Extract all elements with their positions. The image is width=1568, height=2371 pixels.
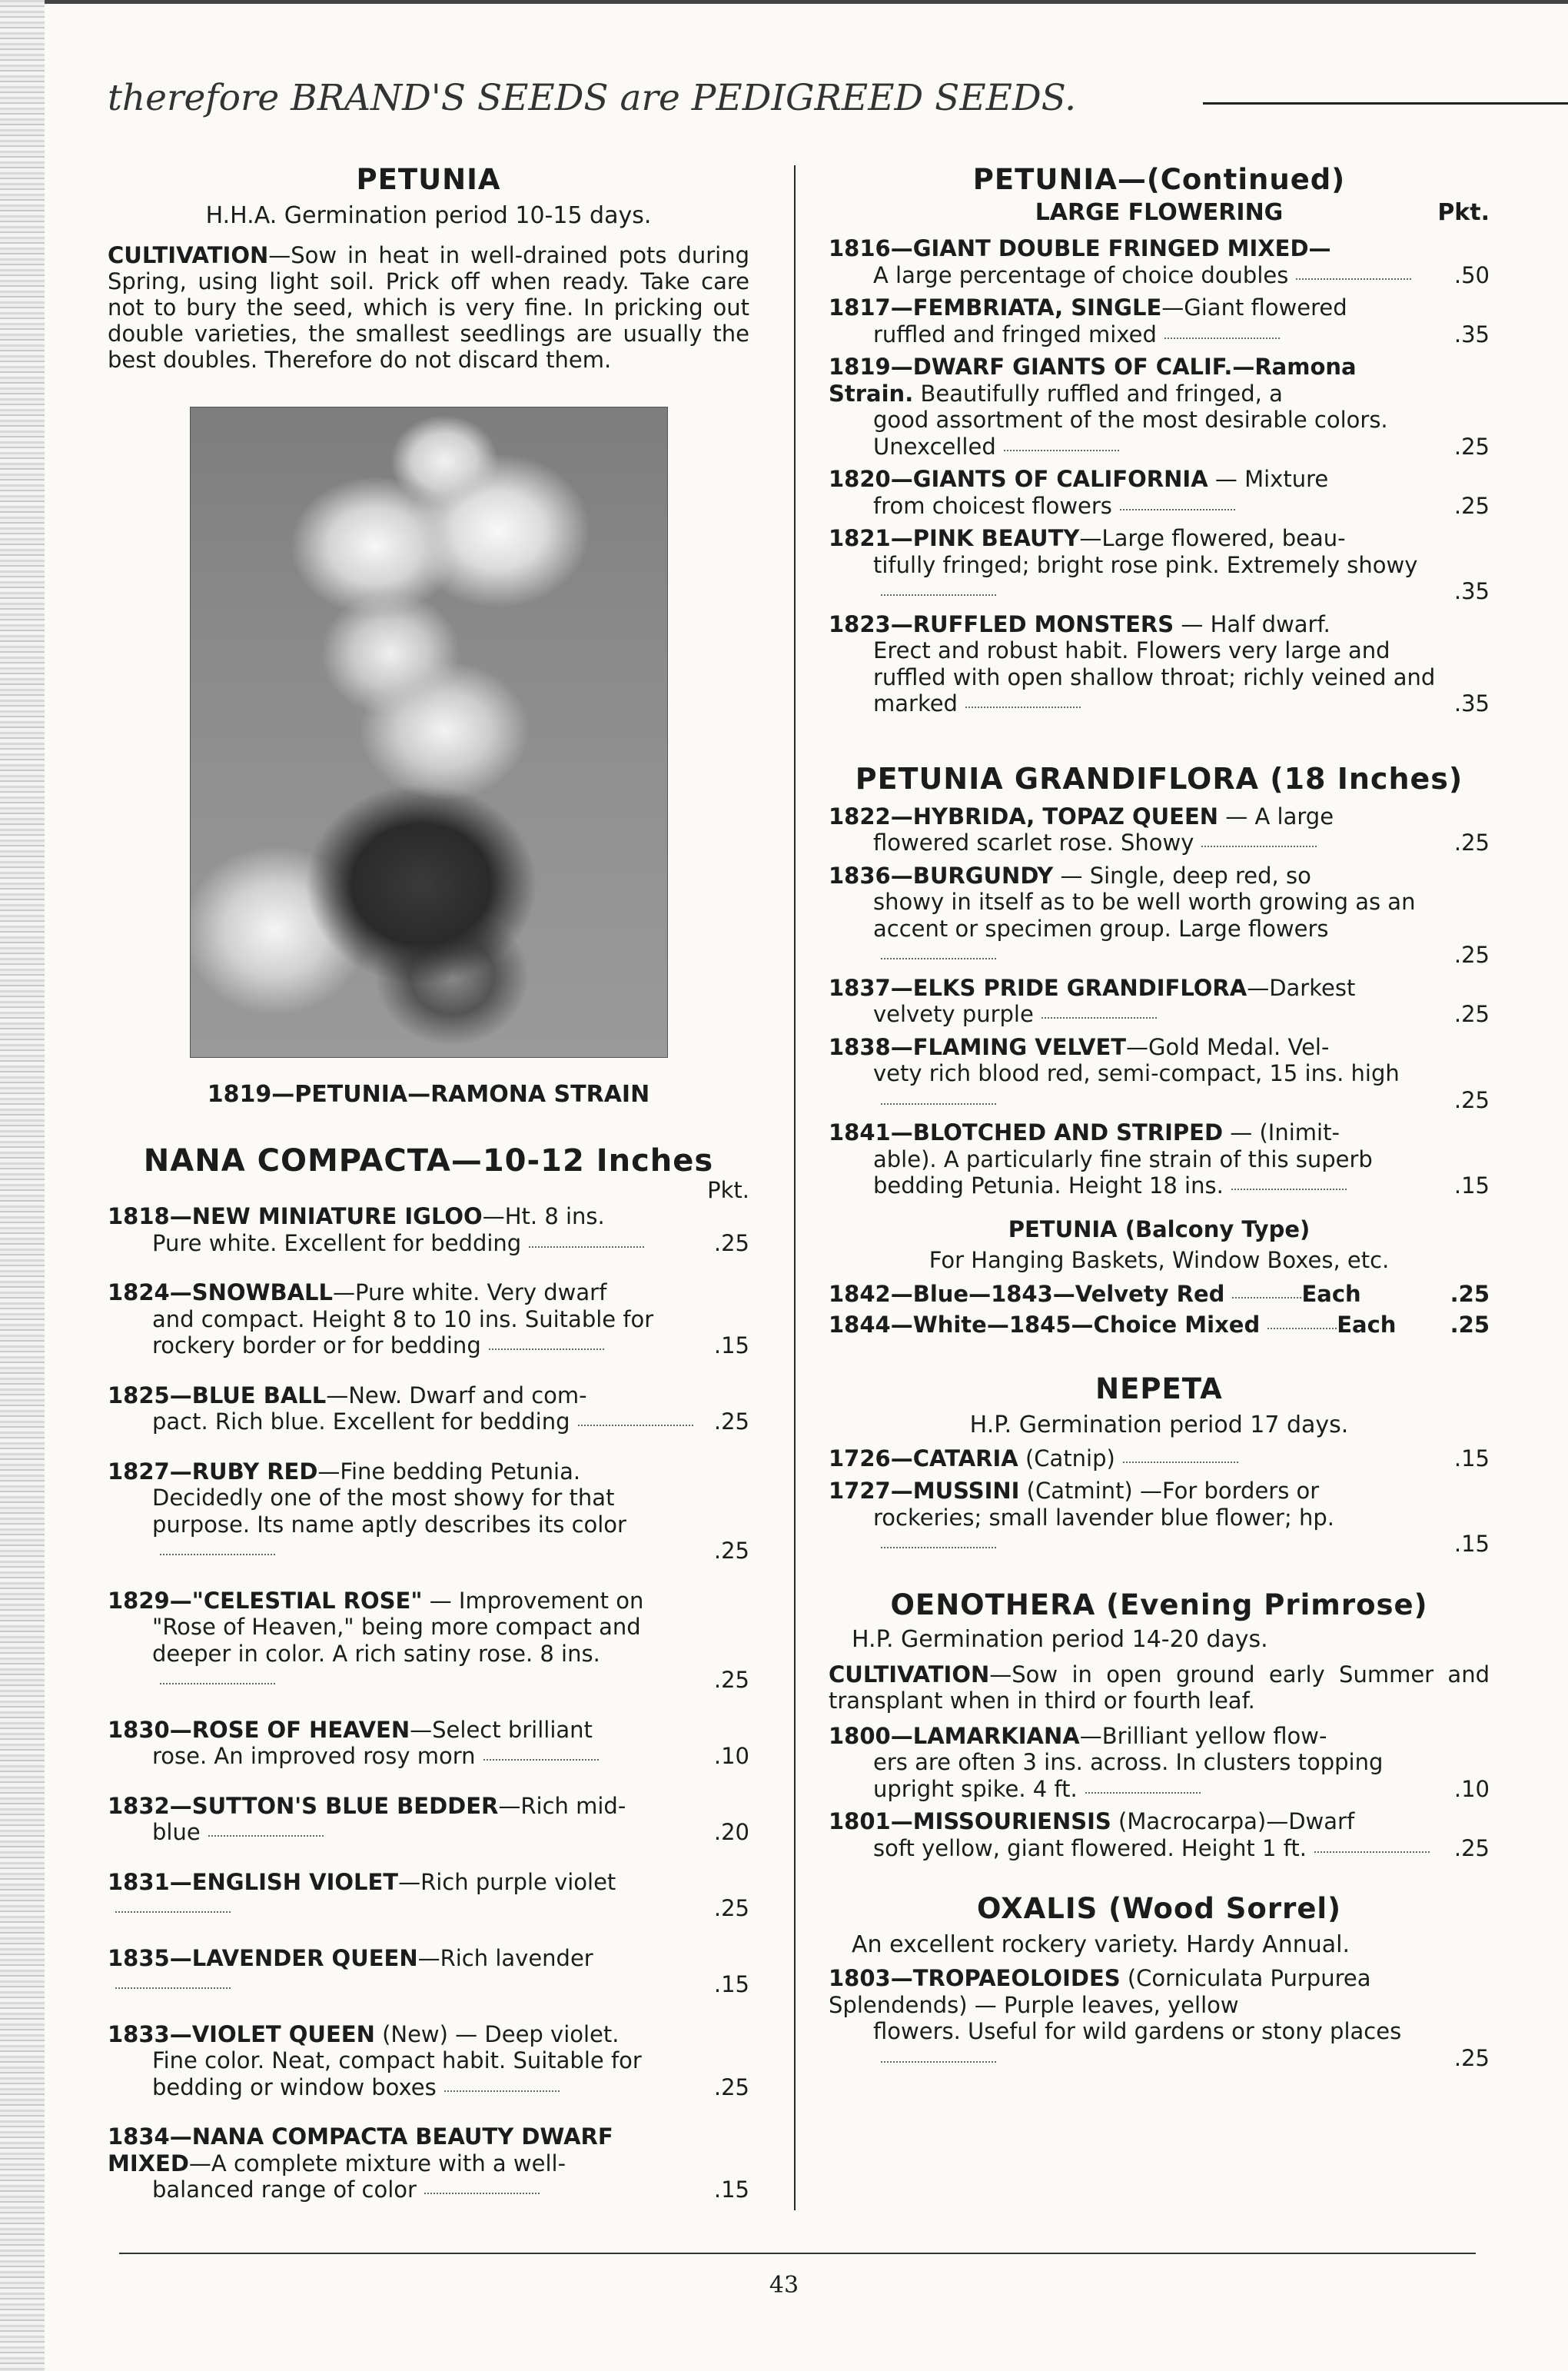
catalog-entry bbox=[108, 2123, 749, 2203]
oenothera-cultivation-text: —Sow in open ground early Summer and transplant when in third or fourth leaf. bbox=[829, 1661, 1490, 1714]
entry-description-cont bbox=[829, 2018, 1436, 2071]
catalog-entry bbox=[108, 1588, 749, 1694]
entry-description: —New. Dwarf and com- bbox=[326, 1382, 587, 1408]
catalog-entry bbox=[829, 1723, 1490, 1803]
entry-detail: balanced range of color bbox=[152, 2176, 417, 2203]
entry-price: .10 bbox=[713, 1743, 749, 1769]
entry-description: —Fine bedding Petunia. bbox=[317, 1458, 581, 1485]
entry-detail: "Rose of Heaven," being more compact and deeper in color. A rich satiny rose. 8 ins. bbox=[152, 1614, 641, 1667]
entry-price: .25 bbox=[1453, 1834, 1490, 1861]
pkt-label: Pkt. bbox=[707, 1177, 749, 1203]
entry-price: .25 bbox=[1453, 433, 1490, 460]
balcony-entry-text: 1844—White—1845—Choice Mixed bbox=[829, 1312, 1261, 1338]
entry-description: — Half dwarf. bbox=[1174, 610, 1330, 637]
catalog-entry bbox=[829, 466, 1490, 519]
entry-price: .25 bbox=[1450, 1312, 1490, 1338]
nepeta-list bbox=[829, 1445, 1490, 1558]
entry-description-cont bbox=[829, 407, 1436, 460]
entry-description-cont bbox=[108, 1408, 696, 1435]
dot-leader bbox=[444, 2090, 560, 2092]
photo-frame bbox=[108, 407, 749, 1058]
entry-number-name: 1820—GIANTS OF CALIFORNIA bbox=[829, 466, 1208, 492]
left-column bbox=[108, 163, 749, 2203]
large-flowering-label: LARGE FLOWERING bbox=[1035, 199, 1284, 226]
section-title-oenothera: OENOTHERA (Evening Primrose) bbox=[890, 1588, 1428, 1621]
dot-leader bbox=[881, 594, 996, 596]
entry-description-cont bbox=[829, 1835, 1436, 1862]
entry-detail: A large percentage of choice doubles bbox=[873, 261, 1289, 288]
entry-description-cont bbox=[108, 2047, 696, 2100]
dot-leader bbox=[115, 1987, 231, 1989]
page-header bbox=[108, 77, 1491, 131]
entry-price: .25 bbox=[713, 1229, 749, 1256]
entry-detail: rose. An improved rosy morn bbox=[152, 1743, 476, 1769]
entry-description-cont bbox=[829, 1749, 1436, 1802]
dot-leader bbox=[1232, 1297, 1301, 1299]
entry-number-name: 1827—RUBY RED bbox=[108, 1458, 318, 1485]
entry-price: .25 bbox=[1453, 1086, 1490, 1113]
section-title-petunia: PETUNIA bbox=[356, 163, 501, 196]
dot-leader bbox=[578, 1425, 693, 1426]
entry-description: (Catmint) —For borders or bbox=[1019, 1478, 1320, 1504]
balcony-each-label: Each bbox=[1301, 1280, 1361, 1307]
oenothera-germination: H.P. Germination period 14-20 days. bbox=[852, 1625, 1268, 1653]
nepeta-germination: H.P. Germination period 17 days. bbox=[969, 1411, 1349, 1438]
catalog-entry bbox=[829, 1965, 1490, 2071]
entry-price: .25 bbox=[1453, 830, 1490, 856]
entry-description-cont bbox=[829, 830, 1436, 856]
entry-description: —Large flowered, beau- bbox=[1079, 525, 1346, 551]
arrow-right-icon bbox=[1203, 102, 1568, 105]
catalog-entry bbox=[108, 1717, 749, 1770]
entry-description: —Select brilliant bbox=[410, 1716, 593, 1743]
entry-number-name: 1823—RUFFLED MONSTERS bbox=[829, 610, 1174, 637]
dot-leader bbox=[160, 1554, 275, 1555]
entry-number-name: 1821—PINK BEAUTY bbox=[829, 525, 1080, 551]
entry-price: .15 bbox=[713, 2176, 749, 2203]
balcony-entry-text: 1842—Blue—1843—Velvety Red bbox=[829, 1280, 1225, 1307]
entry-price: .35 bbox=[1453, 690, 1490, 717]
entry-price: .15 bbox=[1453, 1172, 1490, 1199]
entry-number-name: 1824—SNOWBALL bbox=[108, 1279, 334, 1305]
oenothera-list bbox=[829, 1723, 1490, 1862]
entry-number-name: 1830—ROSE OF HEAVEN bbox=[108, 1716, 410, 1743]
entry-number-name: 1727—MUSSINI bbox=[829, 1478, 1020, 1504]
oxalis-subtitle: An excellent rockery variety. Hardy Annual. bbox=[852, 1931, 1350, 1958]
entry-price: .25 bbox=[713, 1667, 749, 1693]
dot-leader bbox=[881, 1547, 996, 1548]
balcony-subtitle: For Hanging Baskets, Window Boxes, etc. bbox=[929, 1246, 1390, 1273]
oenothera-cultivation-label: CULTIVATION bbox=[829, 1661, 990, 1688]
cultivation-label: CULTIVATION bbox=[108, 242, 269, 268]
entry-number-name: 1835—LAVENDER QUEEN bbox=[108, 1944, 418, 1971]
entry-price: .25 bbox=[1453, 942, 1490, 968]
entry-price: .25 bbox=[713, 1538, 749, 1564]
grandiflora-list bbox=[829, 803, 1490, 1199]
dot-leader bbox=[208, 1835, 324, 1837]
entry-detail: and compact. Height 8 to 10 ins. Suitable for rockery border or for bedding bbox=[152, 1305, 654, 1358]
entry-detail: from choicest flowers bbox=[873, 492, 1112, 519]
entry-number-name: 1837—ELKS PRIDE GRANDIFLORA bbox=[829, 974, 1247, 1001]
dot-leader bbox=[881, 1103, 996, 1105]
column-divider bbox=[794, 165, 796, 2210]
entry-price: .35 bbox=[1453, 321, 1490, 348]
entry-detail: Pure white. Excellent for bedding bbox=[152, 1229, 522, 1256]
nana-list bbox=[108, 1203, 749, 2203]
entry-number-name: 1803—TROPAEOLOIDES bbox=[829, 1965, 1121, 1991]
catalog-entry bbox=[829, 1808, 1490, 1861]
entry-price: .50 bbox=[1453, 261, 1490, 288]
page-number: 43 bbox=[769, 2272, 799, 2299]
entry-number-name: 1817—FEMBRIATA, SINGLE bbox=[829, 294, 1162, 321]
petunia-photo bbox=[190, 407, 668, 1058]
dot-leader bbox=[1120, 509, 1235, 510]
entry-description-cont bbox=[829, 321, 1436, 348]
entry-price: .25 bbox=[1453, 1001, 1490, 1027]
entry-price: .35 bbox=[1453, 578, 1490, 604]
entry-description: —Rich purple violet bbox=[398, 1868, 616, 1895]
entry-detail: showy in itself as to be well worth growing as an accent or specimen group. Large flowers bbox=[873, 889, 1416, 942]
entry-detail: blue bbox=[152, 1819, 201, 1845]
entry-description-cont bbox=[829, 1505, 1436, 1558]
entry-description: —Rich mid- bbox=[498, 1792, 626, 1819]
entry-number-name: 1833—VIOLET QUEEN bbox=[108, 2020, 375, 2047]
catalog-entry bbox=[829, 975, 1490, 1028]
entry-number-name: 1838—FLAMING VELVET bbox=[829, 1033, 1127, 1060]
dot-leader bbox=[489, 1348, 604, 1350]
entry-description: (Catnip) bbox=[1018, 1445, 1115, 1471]
catalog-entry bbox=[829, 294, 1490, 348]
dot-leader bbox=[1201, 846, 1317, 847]
balcony-title: PETUNIA (Balcony Type) bbox=[1008, 1215, 1311, 1242]
entry-price: .25 bbox=[713, 2073, 749, 2100]
entry-number-name: 1829—"CELESTIAL ROSE" bbox=[108, 1587, 423, 1614]
entry-detail: vety rich blood red, semi-compact, 15 ins. high bbox=[873, 1060, 1400, 1086]
catalog-entry bbox=[829, 525, 1490, 605]
entry-number-name: 1832—SUTTON'S BLUE BEDDER bbox=[108, 1792, 499, 1819]
section-title-petunia-continued: PETUNIA—(Continued) bbox=[972, 163, 1346, 196]
catalog-entry bbox=[108, 2021, 749, 2101]
entry-description-cont bbox=[108, 1743, 696, 1770]
photo-caption: 1819—PETUNIA—RAMONA STRAIN bbox=[207, 1081, 650, 1108]
entry-description-cont bbox=[108, 1485, 696, 1565]
entry-price: .15 bbox=[713, 1332, 749, 1358]
dot-leader bbox=[115, 1911, 231, 1913]
entry-description-cont bbox=[829, 889, 1436, 969]
entry-number-name: 1801—MISSOURIENSIS bbox=[829, 1808, 1111, 1834]
catalog-entry bbox=[108, 1945, 749, 1998]
entry-price: .25 bbox=[713, 1895, 749, 1921]
catalog-entry bbox=[829, 863, 1490, 969]
header-slogan: therefore BRAND'S SEEDS are PEDIGREED SEEDS. bbox=[108, 77, 1077, 119]
large-flowering-heading bbox=[829, 199, 1490, 226]
dot-leader bbox=[424, 2193, 540, 2194]
catalog-entry bbox=[829, 803, 1490, 856]
entry-detail: tifully fringed; bright rose pink. Extremely showy bbox=[873, 551, 1418, 578]
catalog-entry bbox=[829, 1445, 1490, 1472]
entry-description: — Single, deep red, so bbox=[1053, 862, 1311, 889]
section-title-grandiflora: PETUNIA GRANDIFLORA (18 Inches) bbox=[855, 761, 1463, 796]
oxalis-list bbox=[829, 1965, 1490, 2071]
entry-number-name: 1816—GIANT DOUBLE FRINGED MIXED— bbox=[829, 235, 1331, 261]
entry-description: —Brilliant yellow flow- bbox=[1079, 1722, 1327, 1749]
entry-number-name: 1831—ENGLISH VIOLET bbox=[108, 1868, 399, 1895]
entry-description: —Gold Medal. Vel- bbox=[1126, 1033, 1330, 1060]
dot-leader bbox=[529, 1246, 644, 1248]
dot-leader bbox=[1004, 450, 1119, 451]
entry-number-name: 1825—BLUE BALL bbox=[108, 1382, 327, 1408]
entry-price: .20 bbox=[713, 1819, 749, 1845]
entry-price: .25 bbox=[1453, 492, 1490, 519]
entry-description: — Improvement on bbox=[422, 1587, 644, 1614]
catalog-entry bbox=[829, 1119, 1490, 1199]
entry-detail: Fine color. Neat, compact habit. Suitable for bedding or window boxes bbox=[152, 2047, 642, 2100]
entry-description: —Giant flowered bbox=[1161, 294, 1347, 321]
page-binding-edge bbox=[0, 0, 45, 2371]
section-title-oxalis: OXALIS (Wood Sorrel) bbox=[976, 1892, 1342, 1925]
catalog-entry bbox=[108, 1279, 749, 1359]
footer-rule bbox=[119, 2253, 1476, 2254]
entry-description-cont bbox=[108, 2176, 696, 2203]
dot-leader bbox=[1231, 1189, 1347, 1190]
entry-detail: able). A particularly fine strain of this superb bedding Petunia. Height 18 ins. bbox=[873, 1146, 1373, 1199]
entry-price: .15 bbox=[1453, 1531, 1490, 1557]
entry-detail: flowers. Useful for wild gardens or stony places bbox=[873, 2018, 1402, 2044]
dot-leader bbox=[881, 958, 996, 959]
entry-number-name: 1834—NANA COMPACTA BEAUTY DWARF MIXED bbox=[108, 2123, 613, 2176]
entry-description: Beautifully ruffled and fringed, a bbox=[913, 380, 1283, 407]
balcony-each-label: Each bbox=[1337, 1312, 1397, 1338]
entry-description: — A large bbox=[1218, 803, 1334, 830]
entry-description-cont bbox=[829, 637, 1436, 717]
entry-number-name: 1726—CATARIA bbox=[829, 1445, 1018, 1471]
entry-description-cont bbox=[829, 493, 1436, 520]
entry-description-cont bbox=[829, 1060, 1436, 1113]
entry-description: —Darkest bbox=[1247, 974, 1356, 1001]
section-title-nepeta: NEPETA bbox=[1095, 1372, 1223, 1405]
right-column bbox=[829, 163, 1490, 2071]
balcony-list bbox=[829, 1281, 1490, 1338]
entry-detail: good assortment of the most desirable colors. Unexcelled bbox=[873, 407, 1388, 460]
entry-description: —A complete mixture with a well- bbox=[188, 2150, 566, 2176]
catalog-entry bbox=[829, 1478, 1490, 1558]
entry-number-name: 1841—BLOTCHED AND STRIPED bbox=[829, 1119, 1224, 1146]
entry-price: .25 bbox=[713, 1408, 749, 1435]
entry-description-cont bbox=[829, 1001, 1436, 1028]
dot-leader bbox=[1296, 278, 1411, 280]
entry-description: — Mixture bbox=[1208, 466, 1329, 492]
catalog-entry bbox=[108, 1793, 749, 1846]
entry-description-cont bbox=[108, 1614, 696, 1694]
entry-number-name: 1818—NEW MINIATURE IGLOO bbox=[108, 1203, 483, 1229]
catalog-entry bbox=[108, 1382, 749, 1435]
dot-leader bbox=[1164, 338, 1280, 339]
petunia-cultivation bbox=[108, 242, 749, 373]
dot-leader bbox=[965, 707, 1081, 708]
entry-detail: Erect and robust habit. Flowers very large and ruffled with open shallow throat; richly veined and marked bbox=[873, 637, 1436, 717]
dot-leader bbox=[160, 1683, 275, 1684]
entry-price: .15 bbox=[713, 1971, 749, 1997]
entry-description: (New) — Deep violet. bbox=[374, 2020, 620, 2047]
entry-description: (Macrocarpa)—Dwarf bbox=[1111, 1808, 1355, 1834]
entry-detail: ers are often 3 ins. across. In clusters topping upright spike. 4 ft. bbox=[873, 1749, 1384, 1802]
entry-number-name: 1822—HYBRIDA, TOPAZ QUEEN bbox=[829, 803, 1219, 830]
entry-detail: rockeries; small lavender blue flower; hp. bbox=[873, 1504, 1334, 1531]
entry-price: .25 bbox=[1453, 2044, 1490, 2071]
catalog-entry bbox=[829, 235, 1490, 288]
entry-description-cont bbox=[829, 262, 1436, 289]
entry-detail: ruffled and fringed mixed bbox=[873, 321, 1157, 348]
entry-detail: velvety purple bbox=[873, 1001, 1034, 1027]
entry-number-name: 1819—DWARF GIANTS OF CALIF.—Ramona Strain. bbox=[829, 354, 1357, 407]
dot-leader bbox=[483, 1759, 599, 1761]
catalog-entry bbox=[829, 611, 1490, 717]
entry-description-cont bbox=[829, 552, 1436, 605]
entry-description: —Rich lavender bbox=[417, 1944, 593, 1971]
catalog-entry bbox=[108, 1869, 749, 1922]
entry-description: (Corniculata Purpurea Splendends) — Purple leaves, yellow bbox=[829, 1965, 1371, 2018]
entry-description: —Pure white. Very dwarf bbox=[333, 1279, 607, 1305]
large-flowering-list bbox=[829, 235, 1490, 717]
petunia-germination: H.H.A. Germination period 10-15 days. bbox=[205, 202, 652, 229]
entry-description-cont bbox=[108, 1306, 696, 1359]
balcony-entry bbox=[829, 1281, 1490, 1308]
entry-description-cont bbox=[108, 1230, 696, 1257]
dot-leader bbox=[1123, 1462, 1238, 1463]
dot-leader bbox=[1041, 1017, 1157, 1019]
catalog-entry bbox=[829, 354, 1490, 460]
entry-description: —Ht. 8 ins. bbox=[482, 1203, 605, 1229]
catalog-entry bbox=[108, 1203, 749, 1256]
entry-detail: flowered scarlet rose. Showy bbox=[873, 830, 1194, 856]
entry-detail: Decidedly one of the most showy for that purpose. Its name aptly describes its color bbox=[152, 1485, 626, 1538]
dot-leader bbox=[1267, 1328, 1337, 1329]
entry-description-cont bbox=[108, 1819, 696, 1846]
entry-number-name: 1800—LAMARKIANA bbox=[829, 1722, 1080, 1749]
pkt-label-right: Pkt. bbox=[1437, 199, 1490, 226]
entry-price: .10 bbox=[1453, 1775, 1490, 1802]
oenothera-cultivation bbox=[829, 1661, 1490, 1714]
top-rule bbox=[0, 0, 1568, 4]
cultivation-text: —Sow in heat in well-drained pots during Spring, using light soil. Prick off when ready. Take care not to bury the seed, which is very fine. In pricking out double varieties, the smallest seedlings are usually the best doubles. Therefore do not discard them. bbox=[108, 242, 749, 373]
entry-detail: soft yellow, giant flowered. Height 1 ft. bbox=[873, 1834, 1307, 1861]
section-title-nana: NANA COMPACTA—10-12 Inches bbox=[143, 1143, 714, 1179]
entry-description-cont bbox=[829, 1146, 1436, 1199]
entry-price: .25 bbox=[1450, 1280, 1490, 1307]
dot-leader bbox=[1085, 1792, 1201, 1794]
entry-price: .15 bbox=[1453, 1445, 1490, 1471]
entry-detail: pact. Rich blue. Excellent for bedding bbox=[152, 1408, 570, 1435]
dot-leader bbox=[881, 2061, 996, 2063]
entry-number-name: 1836—BURGUNDY bbox=[829, 862, 1054, 889]
dot-leader bbox=[1314, 1851, 1430, 1853]
entry-description: — (Inimit- bbox=[1223, 1119, 1340, 1146]
catalog-entry bbox=[829, 1034, 1490, 1114]
balcony-entry bbox=[829, 1312, 1490, 1338]
catalog-entry bbox=[108, 1458, 749, 1565]
